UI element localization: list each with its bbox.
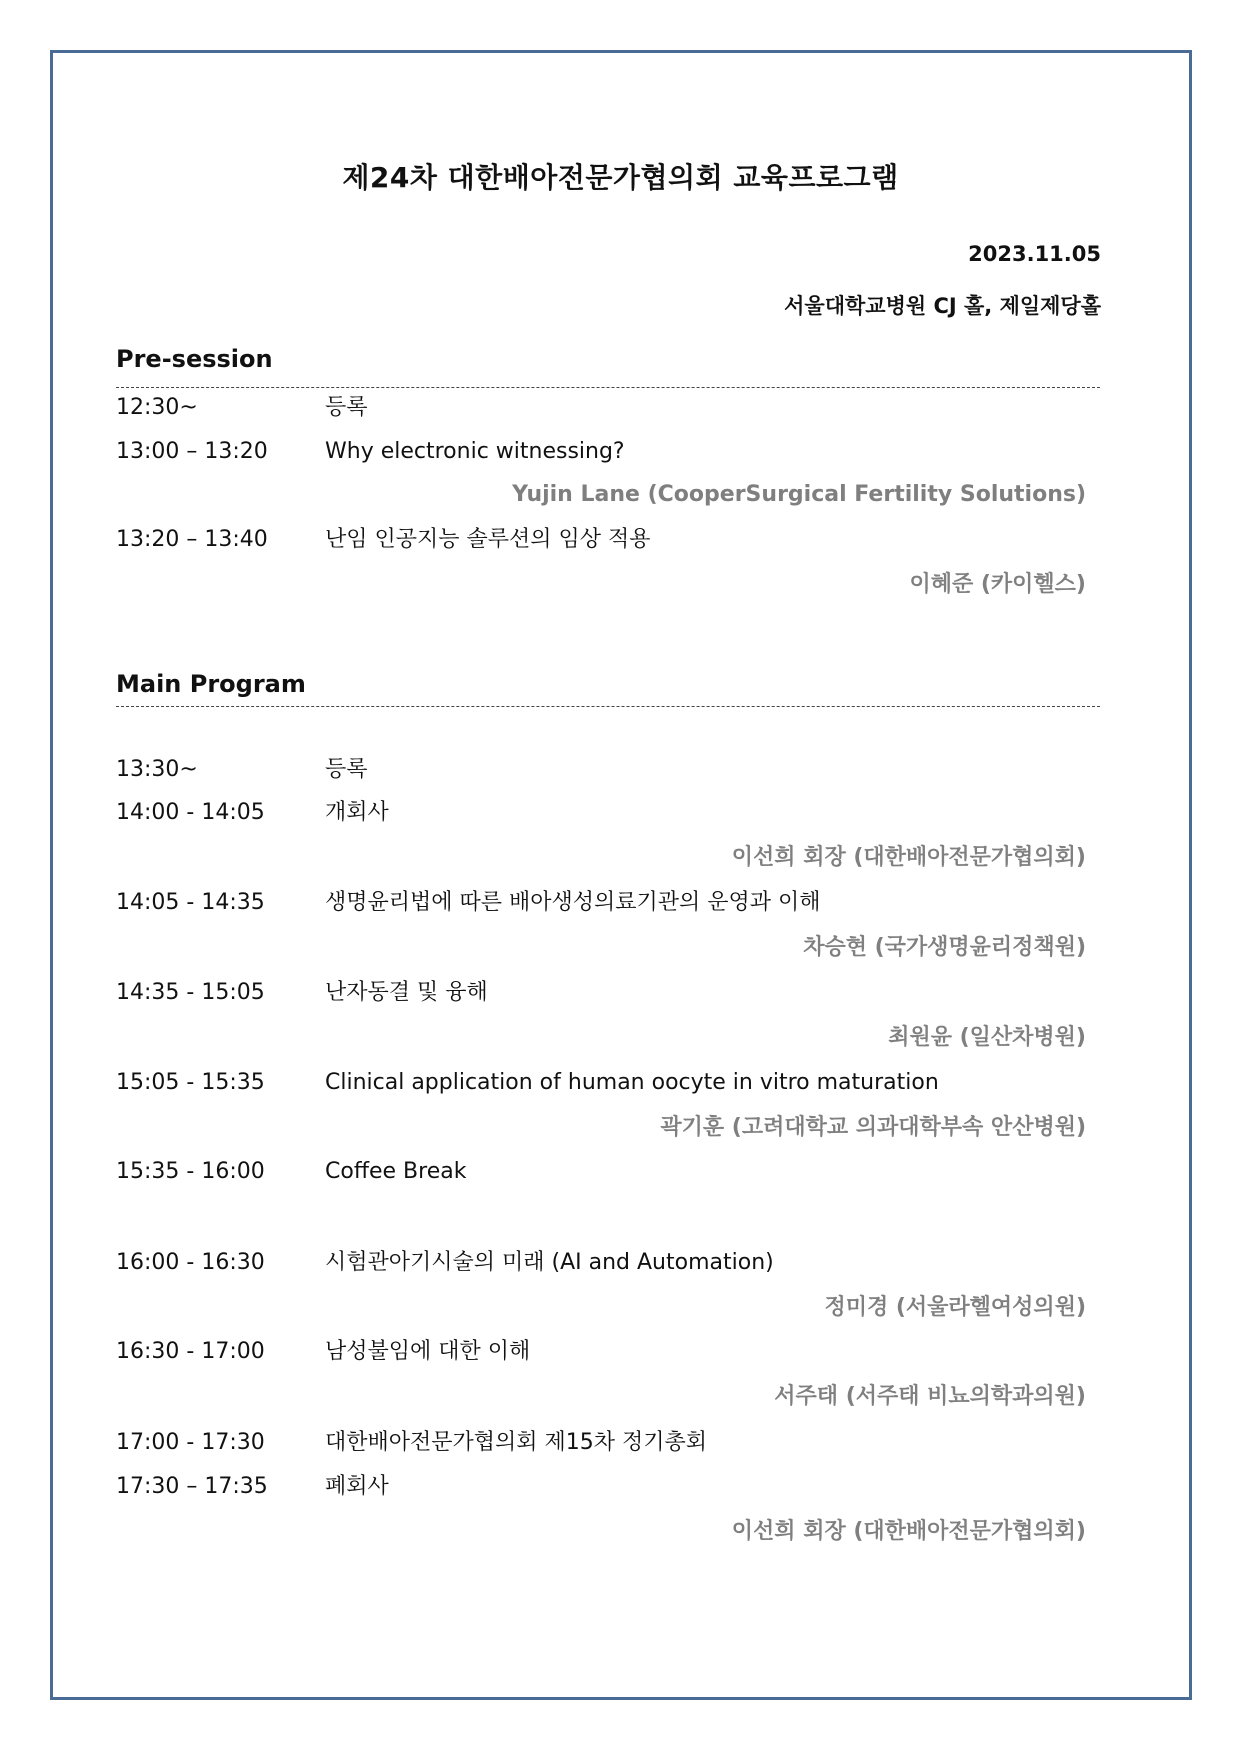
session-time: 15:35 - 16:00 bbox=[116, 1159, 265, 1184]
schedule-row bbox=[116, 1428, 1086, 1458]
schedule-row bbox=[116, 798, 1086, 828]
session-topic: 난자동결 및 융해 bbox=[325, 980, 488, 1005]
session-speaker: 곽기훈 (고려대학교 의과대학부속 안산병원) bbox=[660, 1115, 1086, 1140]
schedule-row bbox=[116, 1337, 1086, 1367]
session-time: 17:30 – 17:35 bbox=[116, 1474, 268, 1499]
session-speaker: 이혜준 (카이헬스) bbox=[909, 572, 1086, 597]
schedule-row bbox=[116, 978, 1086, 1008]
session-topic: 등록 bbox=[325, 757, 368, 782]
session-speaker: 이선희 회장 (대한배아전문가협의회) bbox=[731, 845, 1086, 870]
session-time: 16:00 - 16:30 bbox=[116, 1250, 265, 1275]
session-topic: Why electronic witnessing? bbox=[325, 439, 625, 464]
session-topic: 등록 bbox=[325, 395, 368, 420]
session-time: 14:00 - 14:05 bbox=[116, 800, 265, 825]
main-program-heading: Main Program bbox=[116, 670, 306, 698]
event-date: 2023.11.05 bbox=[968, 242, 1101, 266]
pre-session-heading: Pre-session bbox=[116, 345, 273, 373]
schedule-row bbox=[116, 393, 1086, 423]
session-topic: 대한배아전문가협의회 제15차 정기총회 bbox=[325, 1430, 708, 1455]
session-topic: 난임 인공지능 솔루션의 임상 적용 bbox=[325, 527, 651, 552]
schedule-row bbox=[116, 1472, 1086, 1502]
session-time: 14:35 - 15:05 bbox=[116, 980, 265, 1005]
schedule-row bbox=[116, 525, 1086, 555]
session-time: 15:05 - 15:35 bbox=[116, 1070, 265, 1095]
schedule-row bbox=[116, 888, 1086, 918]
session-speaker: Yujin Lane (CooperSurgical Fertility Solutions) bbox=[512, 482, 1086, 507]
session-speaker: 정미경 (서울라헬여성의원) bbox=[824, 1295, 1086, 1320]
session-time: 16:30 - 17:00 bbox=[116, 1339, 265, 1364]
session-topic: Clinical application of human oocyte in vitro maturation bbox=[325, 1070, 939, 1095]
session-time: 12:30~ bbox=[116, 395, 198, 420]
pre-session-divider bbox=[116, 387, 1100, 388]
session-time: 13:00 – 13:20 bbox=[116, 439, 268, 464]
session-speaker: 이선희 회장 (대한배아전문가협의회) bbox=[731, 1519, 1086, 1544]
session-topic: 시험관아기시술의 미래 (AI and Automation) bbox=[325, 1250, 774, 1275]
main-program-divider bbox=[116, 706, 1100, 707]
session-topic: 개회사 bbox=[325, 800, 389, 825]
session-topic: 폐회사 bbox=[325, 1474, 389, 1499]
schedule-row bbox=[116, 437, 1086, 467]
schedule-row bbox=[116, 1068, 1086, 1098]
document-title: 제24차 대한배아전문가협의회 교육프로그램 bbox=[342, 161, 899, 194]
session-topic: 생명윤리법에 따른 배아생성의료기관의 운영과 이해 bbox=[325, 890, 821, 915]
schedule-row bbox=[116, 1157, 1086, 1187]
session-speaker: 차승현 (국가생명윤리정책원) bbox=[803, 935, 1086, 960]
session-speaker: 서주태 (서주태 비뇨의학과의원) bbox=[774, 1384, 1086, 1409]
session-topic: Coffee Break bbox=[325, 1159, 467, 1184]
event-venue: 서울대학교병원 CJ 홀, 제일제당홀 bbox=[784, 294, 1101, 318]
session-topic: 남성불임에 대한 이해 bbox=[325, 1339, 531, 1364]
session-speaker: 최원윤 (일산차병원) bbox=[888, 1025, 1086, 1050]
session-time: 13:30~ bbox=[116, 757, 198, 782]
session-time: 17:00 - 17:30 bbox=[116, 1430, 265, 1455]
schedule-row bbox=[116, 755, 1086, 785]
session-time: 14:05 - 14:35 bbox=[116, 890, 265, 915]
session-time: 13:20 – 13:40 bbox=[116, 527, 268, 552]
schedule-row bbox=[116, 1248, 1086, 1278]
